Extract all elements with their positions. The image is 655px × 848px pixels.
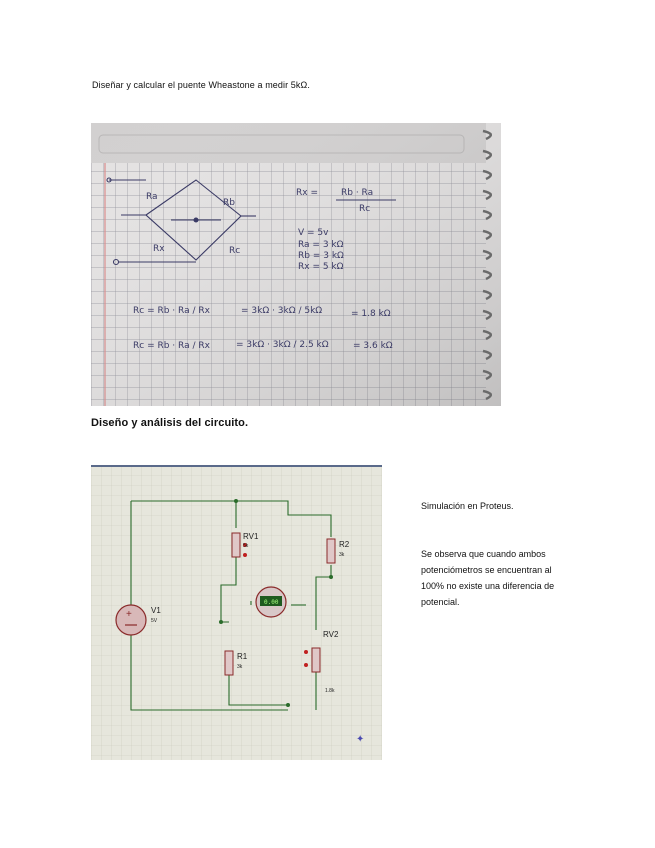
hw-rx-label: Rx: [153, 244, 165, 254]
r1-label: R1: [237, 652, 248, 661]
hw-calc1-lhs: Rc = Rb · Ra / Rx: [133, 306, 210, 316]
svg-text:+: +: [126, 609, 132, 620]
hw-calc2-lhs: Rc = Rb · Ra / Rx: [133, 341, 210, 351]
hw-calc1-res: = 1.8 kΩ: [351, 309, 391, 319]
hw-calc2-mid: = 3kΩ · 3kΩ / 2.5 kΩ: [236, 340, 329, 350]
r2-resistor: [327, 539, 335, 563]
hw-formula-lhs: Rx =: [296, 188, 318, 198]
hw-calc1-mid: = 3kΩ · 3kΩ / 5kΩ: [241, 306, 323, 316]
hw-ra-line: Ra = 3 kΩ: [298, 240, 344, 250]
hw-rx-line: Rx = 5 kΩ: [298, 262, 344, 272]
hw-rb-line: Rb = 3 kΩ: [298, 251, 344, 261]
circuit-schematic: [91, 465, 382, 760]
rv2-label: RV2: [323, 630, 339, 639]
rv1-potentiometer: [232, 533, 240, 557]
observation-line: 100% no existe una diferencia de: [421, 581, 555, 591]
v1-label: V1: [151, 606, 161, 615]
hw-v-line: V = 5v: [298, 228, 329, 238]
observation-line: potencial.: [421, 597, 460, 607]
voltmeter-value: 0.00: [264, 599, 279, 606]
observation-line: Se observa que cuando ambos: [421, 549, 546, 559]
r1-value: 3k: [237, 664, 243, 670]
rv2-potentiometer: [312, 648, 320, 672]
rv2-value: 1.8k: [325, 688, 335, 694]
r2-label: R2: [339, 540, 350, 549]
observation-text: [421, 546, 554, 610]
rv1-label: RV1: [243, 532, 259, 541]
svg-text:✦: ✦: [356, 734, 365, 745]
r2-value: 3k: [339, 552, 345, 558]
proteus-circuit: [91, 465, 382, 760]
hw-rc-label: Rc: [229, 246, 241, 256]
notebook-photo-drawing: [91, 123, 501, 406]
r1-resistor: [225, 651, 233, 675]
hw-calc2-res: = 3.6 kΩ: [353, 341, 393, 351]
hw-ra-label: Ra: [146, 192, 158, 202]
rv1-value: 5k: [243, 543, 249, 549]
hw-rb-label: Rb: [223, 198, 235, 208]
page-title: Diseñar y calcular el puente Wheastone a medir 5kΩ.: [92, 80, 310, 90]
observation-line: potenciómetros se encuentran al: [421, 565, 552, 575]
hw-formula-den: Rc: [359, 204, 371, 214]
notebook-photo: [91, 123, 501, 406]
hw-formula-num: Rb · Ra: [341, 188, 374, 198]
v1-value: 5V: [151, 618, 158, 624]
simulation-caption: Simulación en Proteus.: [421, 501, 514, 511]
section-heading: Diseño y análisis del circuito.: [91, 417, 249, 429]
